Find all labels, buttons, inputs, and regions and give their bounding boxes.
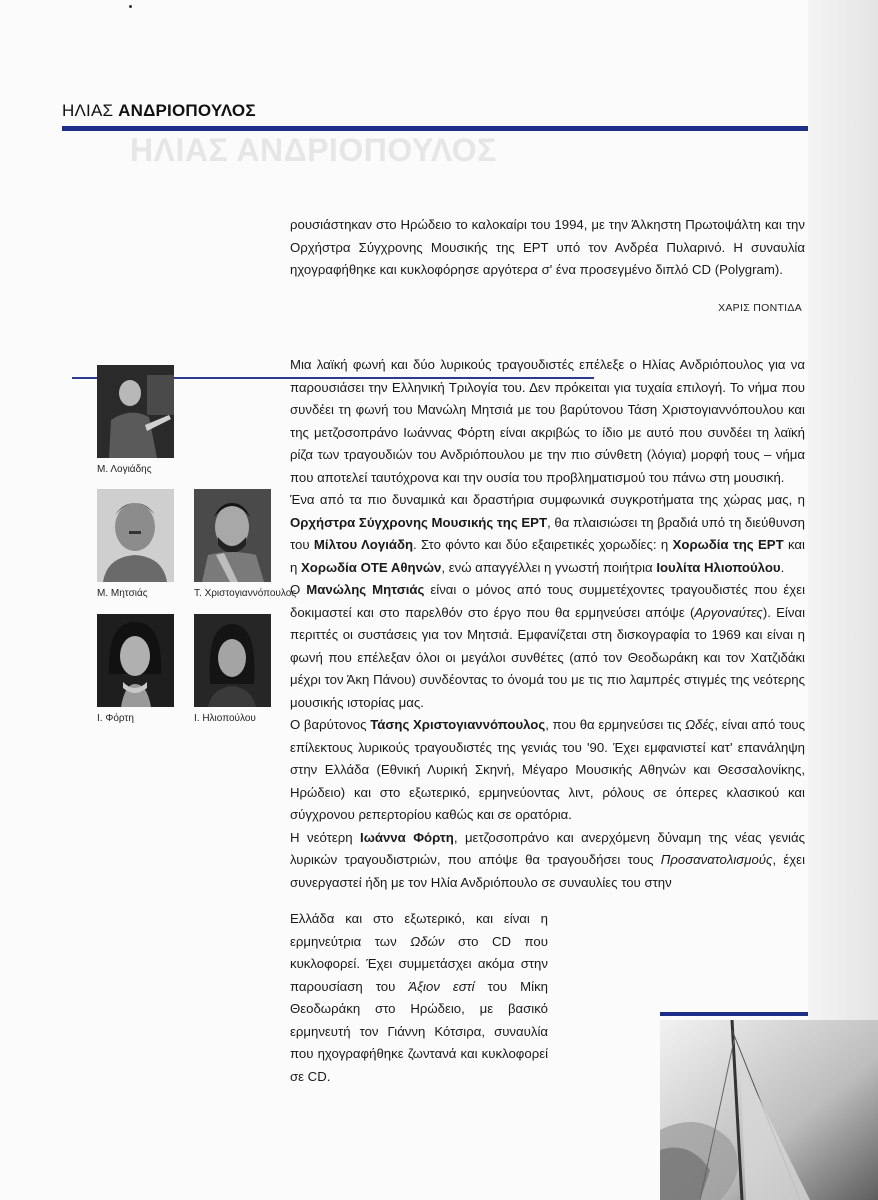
- author-signature: ΧΑΡΙΣ ΠΟΝΤΙΔΑ: [718, 302, 802, 314]
- intro-text: ρουσιάστηκαν στο Ηρώδειο το καλοκαίρι του 1994, με την Άλκηστη Πρωτοψάλτη και την Ορχήστρα Σύγχρονης Μουσικής της ΕΡΤ υπό τον Ανδρέα Πυλαρινό. Η συναυλία ηχογραφήθηκε και κυκλοφόρησε αργότερα σ' ένα προσεγμένο διπλό CD (Polygram).: [290, 217, 805, 277]
- intro-paragraph: [290, 214, 805, 282]
- article-body: [290, 354, 805, 894]
- text-run: είναι ο μόνος από τους συμμετέχοντες τραγουδιστές που έχει δοκιμαστεί και στο παρελθόν στο έργο που θα ερμηνεύσει απόψε (: [290, 582, 805, 620]
- text-run: Ένα από τα πιο δυναμικά και δραστήρια συμφωνικά συγκροτήματα της χώρας μας, η: [290, 492, 805, 507]
- bold-choir-ert: Χορωδία της ΕΡΤ: [672, 537, 784, 552]
- article-paragraph-3: [290, 579, 805, 714]
- corner-rule: [660, 1012, 808, 1016]
- caption-mitsias: Μ. Μητσιάς: [97, 588, 148, 599]
- article-paragraph-2: [290, 489, 805, 579]
- bold-poet: Ιουλίτα Ηλιοπούλου: [656, 559, 781, 575]
- italic-work: Ωδές: [685, 717, 715, 732]
- text-run: , θα πλαισιώσει τη βραδιά υπό τη διεύθυνση του: [290, 514, 805, 552]
- conductor-portrait-icon: [97, 365, 174, 458]
- bold-christogiannopoulos: Τάσης Χριστογιαννόπουλος: [370, 717, 546, 732]
- italic-work: Άξιον εστί: [408, 978, 475, 994]
- bold-orchestra: Ορχήστρα Σύγχρονης Μουσικής της ΕΡΤ: [290, 514, 548, 530]
- sailboat-photo: [660, 1020, 878, 1200]
- article-paragraph-5-continued: [290, 908, 548, 1088]
- italic-work: Αργοναύτες: [694, 604, 763, 620]
- caption-forti: Ι. Φόρτη: [97, 713, 134, 724]
- text-run: , είναι από τους επίλεκτους λυρικούς τραγουδιστές της γενιάς του '90. Έχει εμφανιστεί κατ' επανάληψη στην Ελλάδα (Εθνική Λυρική Σκηνή, Μέγαρο Μουσικής Αθηνών και Θεσσαλονίκης, Ηρώδειο) και στο εξωτερικό, ερμηνεύοντας λιντ, ρόλους σε όπερες κλασικού και σύγχρονου ρεπερτορίου καθώς και σε ορατόρια.: [290, 717, 805, 822]
- text-run: Ο βαρύτονος: [290, 717, 371, 732]
- header-title-bold: ΑΝΔΡΙΟΠΟΥΛΟΣ: [118, 101, 256, 120]
- photo-logiadis: [97, 365, 174, 458]
- header-title-light: ΗΛΙΑΣ: [62, 101, 114, 120]
- bold-choir-ote: Χορωδία ΟΤΕ Αθηνών: [301, 559, 442, 575]
- page-header-title: [62, 101, 256, 121]
- text-run: του Μίκη Θεοδωράκη στο Ηρώδειο, με βασικό ερμηνευτή τον Γιάννη Κότσιρα, συναυλία που ηχογραφήθηκε ζωντανά και κυκλοφορεί σε CD.: [290, 978, 548, 1084]
- photo-mitsias: [97, 489, 174, 582]
- article-paragraph-4: [290, 714, 805, 827]
- sail-mast-icon: [660, 1020, 878, 1200]
- bold-mitsias: Μανώλης Μητσιάς: [306, 582, 425, 597]
- caption-iliopoulou: Ι. Ηλιοπούλου: [194, 713, 256, 724]
- text-run: . Στο φόντο και δύο εξαιρετικές χορωδίες: η: [413, 537, 673, 552]
- photo-forti: [97, 614, 174, 707]
- bold-forti: Ιωάννα Φόρτη: [360, 829, 454, 845]
- singer-portrait-icon: [97, 489, 174, 582]
- article-paragraph-5: [290, 827, 805, 895]
- text-run: στο CD που κυκλοφορεί. Έχει συμμετάσχει ακόμα στην παρουσίαση του: [290, 933, 548, 994]
- text-run: .: [780, 559, 785, 575]
- text-run: , που θα ερμηνεύσει τις: [545, 717, 686, 732]
- text-run: ). Είναι περιττές οι συστάσεις για τον Μητσιά. Εμφανίζεται στη δισκογραφία το 1969 και είναι η φωνή που επέλεξαν όλοι οι μεγάλοι συνθέτες (από τον Θεοδωράκη και τον Χατζιδάκι μέχρι τον Άκη Πάνου) συνδέοντας το όνομά του με τις πιο λαμπρές στιγμές της νεότερης μουσικής ιστορίας μας.: [290, 604, 806, 710]
- text-run: , έχει συνεργαστεί ήδη με τον Ηλία Ανδριόπουλο σε συναυλίες του στην: [290, 852, 805, 890]
- text-run: Η νεότερη: [290, 829, 361, 845]
- italic-work: Προσανατολισμούς: [660, 852, 773, 867]
- article-paragraph-1: Μια λαϊκή φωνή και δύο λυρικούς τραγουδιστές επέλεξε ο Ηλίας Ανδριόπουλος για να παρουσιάσει την Ελληνική Τριλογία του. Δεν πρόκειται για τυχαία επιλογή. Το νήμα που συνδέει τη φωνή του Μανώλη Μητσιά με του βαρύτονου Τάση Χριστογιαννόπουλου και της μετζοσοπράνο Ιωάννας Φόρτη είναι ακριβώς το ίδιο με αυτό που συνδέει τη λαϊκή ρίζα των τραγουδιών του Ανδριόπουλου με την πιο σύνθετη (λόγια) μορφή τους – νήμα που αποτελεί ταυτόχρονα και την ουσία του προβληματισμού του πάνω στη μουσική.: [290, 357, 805, 485]
- text-run: Ελλάδα και στο εξωτερικό, και είναι η ερμηνεύτρια των: [290, 911, 548, 949]
- text-run: και η: [290, 537, 805, 575]
- photo-iliopoulou: [194, 614, 271, 707]
- photo-christogiannopoulos: [194, 489, 271, 582]
- singer-portrait-icon: [97, 614, 174, 707]
- bold-conductor: Μίλτου Λογιάδη: [313, 537, 414, 552]
- text-run: Ο: [290, 582, 307, 597]
- caption-logiadis: Μ. Λογιάδης: [97, 464, 152, 475]
- singer-portrait-icon: [194, 614, 271, 707]
- singer-portrait-icon: [194, 489, 271, 582]
- ghost-title: ΗΛΙΑΣ ΑΝΔΡΙΟΠΟΥΛΟΣ: [130, 132, 497, 168]
- italic-work: Ωδών: [410, 933, 445, 949]
- caption-christogiannopoulos: Τ. Χριστογιαννόπουλος: [194, 588, 297, 599]
- text-run: , μετζοσοπράνο και ανερχόμενη δύναμη της νέας γενιάς λυρικών τραγουδιστριών, που απόψε θα τραγουδήσει τους: [290, 829, 805, 867]
- scan-dot: [129, 5, 132, 8]
- header-rule: [62, 126, 808, 131]
- text-run: , ενώ απαγγέλλει η γνωστή ποιήτρια: [441, 559, 657, 575]
